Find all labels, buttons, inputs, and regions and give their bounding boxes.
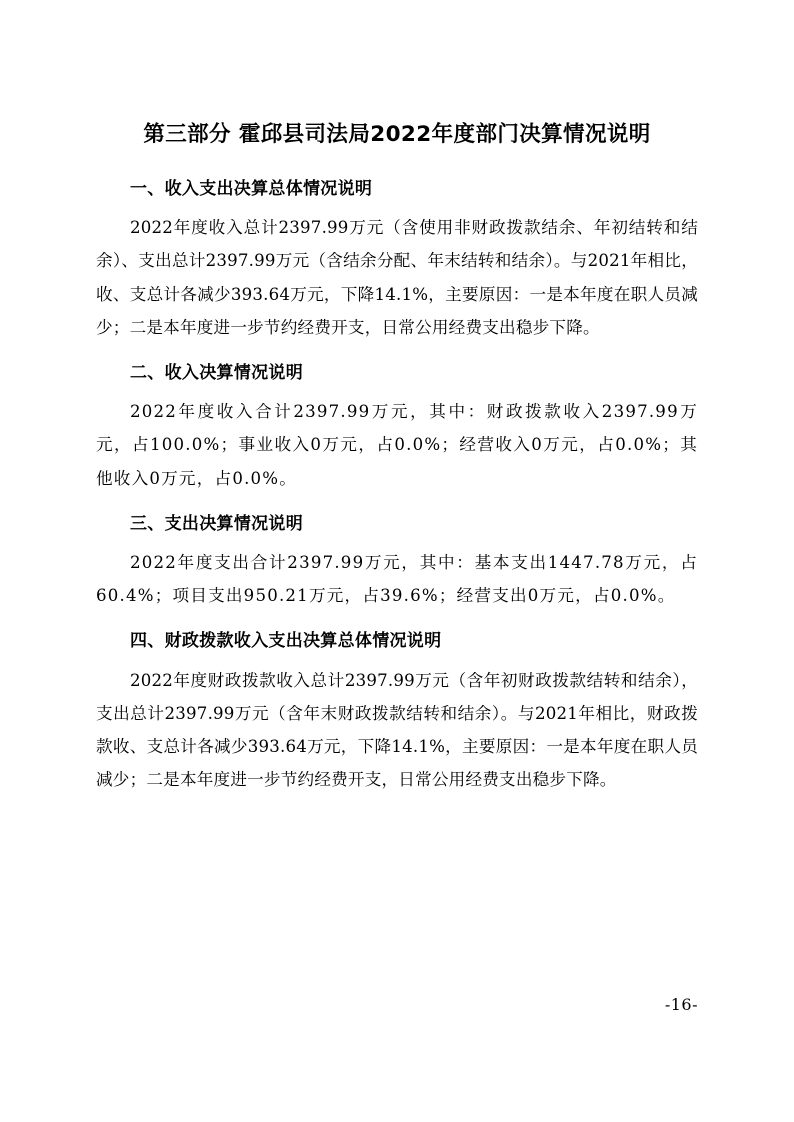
page-title: 第三部分 霍邱县司法局2022年度部门决算情况说明 [143,122,651,147]
section-paragraph-1: 2022年度收入总计2397.99万元（含使用非财政拨款结余、年初结转和结余）、支出总计2397.99万元（含结余分配、年末结转和结余）。与2021年相比，收、支总计各减少393.64万元，下降14.1%，主要原因：一是本年度在职人员减少；二是本年度进一步节约经费开支，日常公用经费支出稳步下降。 [96,218,698,337]
section-heading-4: 四、财政拨款收入支出决算总体情况说明 [130,631,442,652]
section-paragraph-4: 2022年度财政拨款收入总计2397.99万元（含年初财政拨款结转和结余），支出总计2397.99万元（含年末财政拨款结转和结余）。与2021年相比，财政拨款收、支总计各减少393.64万元，下降14.1%，主要原因：一是本年度在职人员减少；二是本年度进一步节约经费开支，日常公用经费支出稳步下降。 [96,670,698,790]
section-paragraph-3: 2022年度支出合计2397.99万元，其中：基本支出1447.78万元，占60.4%；项目支出950.21万元，占39.6%；经营支出0万元，占0.0%。 [96,552,698,606]
section-paragraph-2: 2022年度收入合计2397.99万元，其中：财政拨款收入2397.99万元，占100.0%；事业收入0万元，占0.0%；经营收入0万元，占0.0%；其他收入0万元，占0.0%。 [96,402,698,488]
section-heading-1: 一、收入支出决算总体情况说明 [130,179,373,200]
page-number: -16- [664,995,698,1014]
section-heading-3: 三、支出决算情况说明 [130,513,303,534]
section-heading-2: 二、收入决算情况说明 [130,363,303,384]
